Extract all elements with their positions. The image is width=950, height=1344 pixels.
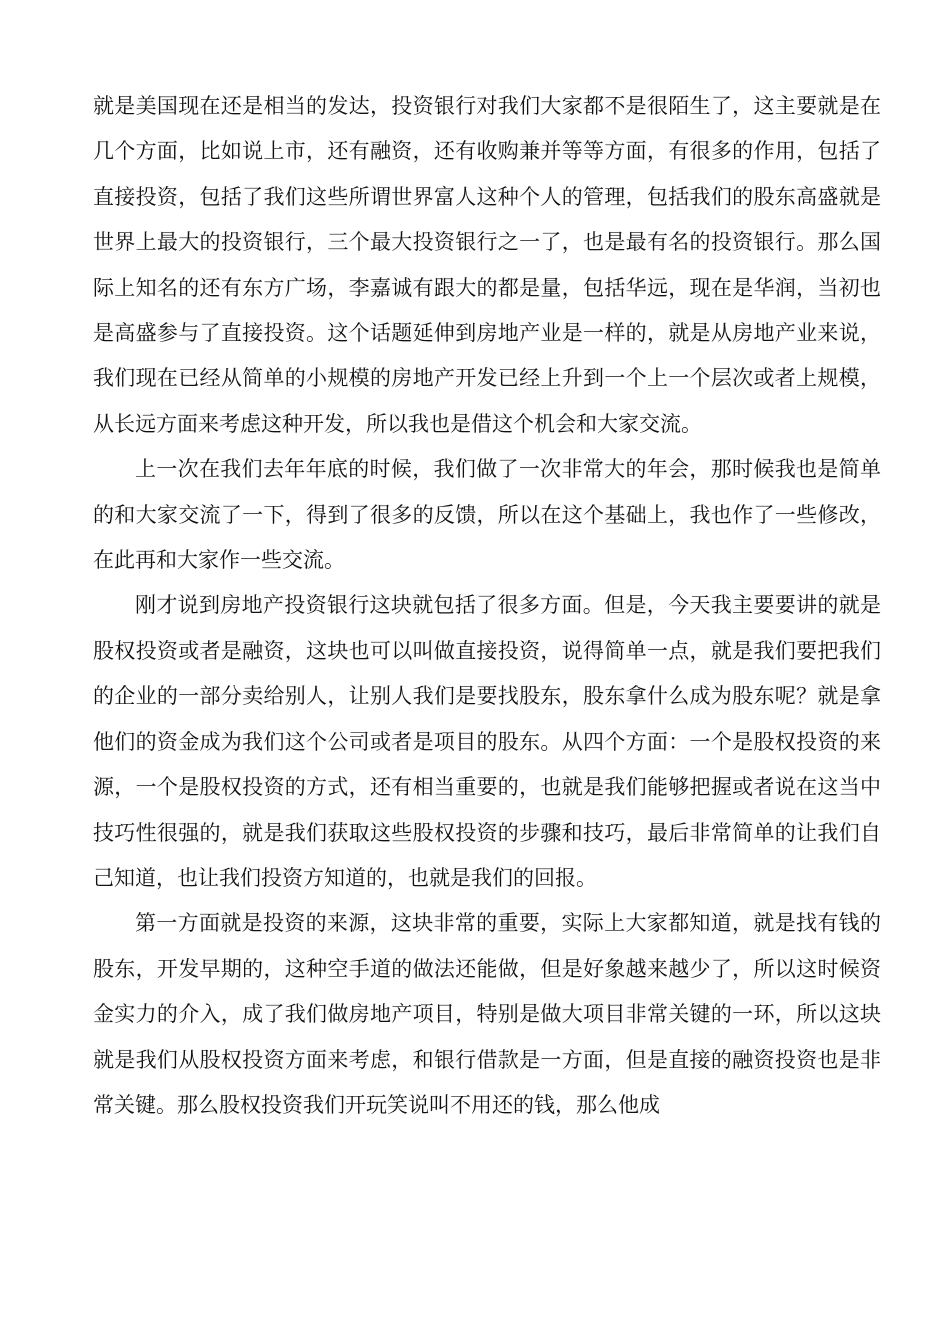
paragraph-4: 第一方面就是投资的来源，这块非常的重要，实际上大家都知道，就是找有钱的股东，开发早期的，这种空手道的做法还能做，但是好象越来越少了，所以这时候资金实力的介入，成了我们做房地产项目，特别是做大项目非常关键的一环，所以这块就是我们从股权投资方面来考虑，和银行借款是一方面，但是直接的融资投资也是非常关键。那么股权投资我们开玩笑说叫不用还的钱，那么他成 — [93, 911, 881, 1117]
paragraph-2: 上一次在我们去年年底的时候，我们做了一次非常大的年会，那时候我也是简单的和大家交流了一下，得到了很多的反馈，所以在这个基础上，我也作了一些修改，在此再和大家作一些交流。 — [93, 457, 881, 573]
paragraph-1: 就是美国现在还是相当的发达，投资银行对我们大家都不是很陌生了，这主要就是在几个方面，比如说上市，还有融资，还有收购兼并等等方面，有很多的作用，包括了直接投资，包括了我们这些所谓世界富人这种个人的管理，包括我们的股东高盛就是世界上最大的投资银行，三个最大投资银行之一了，也是最有名的投资银行。那么国际上知名的还有东方广场，李嘉诚有跟大的都是量，包括华远，现在是华润，当初也是高盛参与了直接投资。这个话题延伸到房地产业是一样的，就是从房地产业来说，我们现在已经从简单的小规模的房地产开发已经上升到一个上一个层次或者上规模，从长远方面来考虑这种开发，所以我也是借这个机会和大家交流。 — [93, 94, 881, 436]
body-text — [93, 84, 881, 1128]
paragraph-3: 刚才说到房地产投资银行这块就包括了很多方面。但是，今天我主要要讲的就是股权投资或者是融资，这块也可以叫做直接投资，说得简单一点，就是我们要把我们的企业的一部分卖给别人，让别人我们是要找股东，股东拿什么成为股东呢？就是拿他们的资金成为我们这个公司或者是项目的股东。从四个方面：一个是股权投资的来源，一个是股权投资的方式，还有相当重要的，也就是我们能够把握或者说在这当中技巧性很强的，就是我们获取这些股权投资的步骤和技巧，最后非常简单的让我们自己知道，也让我们投资方知道的，也就是我们的回报。 — [93, 593, 881, 890]
